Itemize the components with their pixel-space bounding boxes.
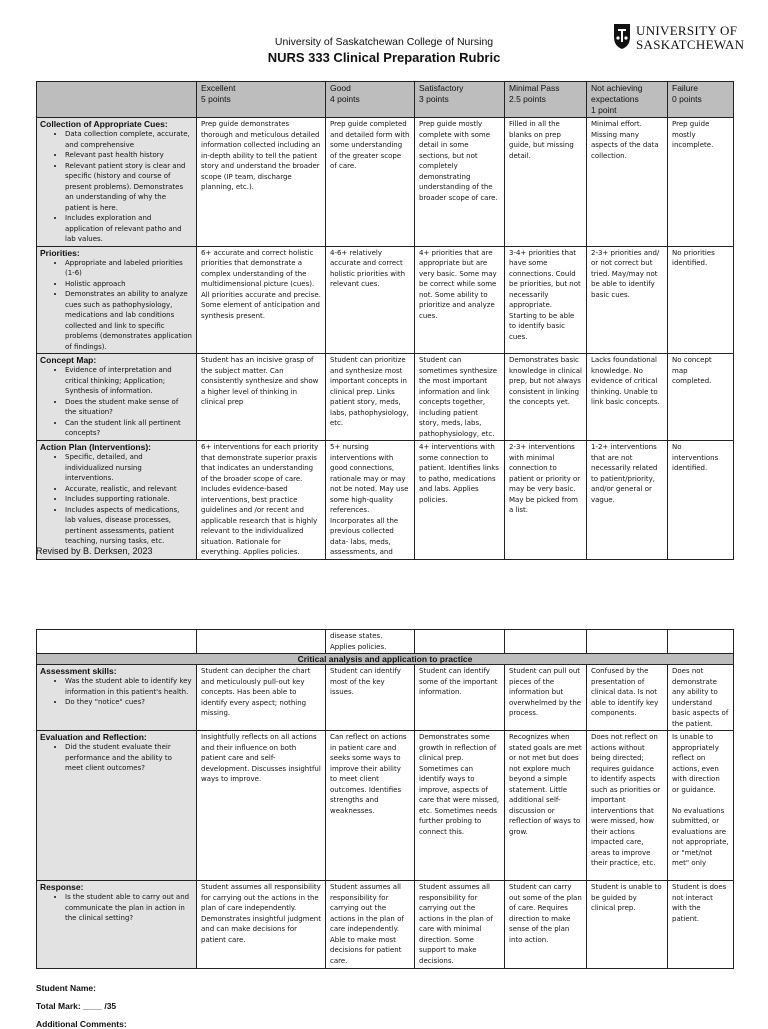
criterion-bullet: • Can the student link all pertinent concepts?	[65, 418, 192, 439]
criterion-bullet: • Holistic approach	[65, 279, 192, 290]
logo-line-2: SASKATCHEWAN	[636, 37, 745, 52]
logo-line-1: UNIVERSITY OF	[636, 23, 738, 38]
continued-cell	[197, 630, 326, 654]
continued-cell	[415, 630, 505, 654]
level-description-cell: Student assumes all responsibility for carrying out the actions in the plan of care independently. Demonstrates insightful judgment and can make decisions for patient care.	[197, 881, 326, 969]
continued-cell	[587, 630, 668, 654]
criterion-bullet: • Appropriate and labeled priorities (1-6)	[65, 258, 192, 279]
criterion-title: Priorities:	[40, 247, 80, 258]
criterion-bullet: • Specific, detailed, and individualized nursing interventions.	[65, 452, 192, 484]
section-header: Critical analysis and application to practice	[37, 654, 734, 665]
level-description-cell: 4+ priorities that are appropriate but are very basic. Some may be correct while some not. Some ability to prioritize and analyze cues.	[415, 246, 505, 354]
level-description-cell: Student can pull out pieces of the information but overwhelmed by the process.	[505, 665, 587, 731]
level-description-cell: Filled in all the blanks on prep guide, but missing detail.	[505, 118, 587, 247]
level-header-5: Not achieving expectations 1 point	[587, 82, 668, 118]
criterion-bullets	[40, 892, 192, 924]
rubric-row	[37, 246, 734, 354]
student-name-label: Student Name:	[36, 983, 96, 993]
university-logo	[612, 22, 745, 52]
level-description-cell: Student can identify some of the important information.	[415, 665, 505, 731]
level-header-2: Good 4 points	[326, 82, 415, 118]
level-description-cell: Lacks foundational knowledge. No evidence of critical thinking. Unable to link basic concepts.	[587, 354, 668, 441]
level-description-cell: No concept map completed.	[668, 354, 734, 441]
level-description-cell: No priorities identified.	[668, 246, 734, 354]
level-description-cell: Prep guide completed and detailed form with some understanding of the greater scope of care.	[326, 118, 415, 247]
rubric-table-page-2	[36, 629, 734, 969]
continued-cell	[37, 630, 197, 654]
criterion-cell	[37, 354, 197, 441]
level-description-cell: Student assumes all responsibility for carrying out the actions in the plan of care independently. Able to make most decisions for patient care.	[326, 881, 415, 969]
criteria-header	[37, 82, 197, 118]
rubric-row	[37, 354, 734, 441]
criterion-cell	[37, 731, 197, 881]
level-description-cell: Can reflect on actions in patient care and seeks some ways to improve their ability to meet client outcomes. Identifies strengths and weaknesses.	[326, 731, 415, 881]
level-description-cell: Recognizes when stated goals are met or not met but does not explore much beyond a simple statement. Little additional self-discussion or reflection of ways to grow.	[505, 731, 587, 881]
level-header-4: Minimal Pass 2.5 points	[505, 82, 587, 118]
university-crest-icon	[612, 22, 632, 50]
college-subtitle: University of Saskatchewan College of Nursing	[274, 36, 494, 48]
level-description-cell: Prep guide mostly incomplete.	[668, 118, 734, 247]
criterion-cell	[37, 665, 197, 731]
criterion-title: Concept Map:	[40, 355, 97, 365]
rubric-row	[37, 118, 734, 247]
level-description-cell: Insightfully reflects on all actions and their influence on both patient care and self-development. Discusses insightful ways to improve.	[197, 731, 326, 881]
level-description-cell: 4+ interventions with some connection to patient. Identifies links to patho, medications and labs. Applies policies.	[415, 441, 505, 560]
level-description-cell: Does not reflect on actions without being directed; requires guidance to identify aspects such as priorities or important interventions that were missed, how their actions impacted care, areas to improve their practice, etc.	[587, 731, 668, 881]
criterion-bullet: • Data collection complete, accurate, and comprehensive	[65, 129, 192, 150]
level-description-cell: Prep guide mostly complete with some detail in some sections, but not completely demonstrating understanding of the broader scope of care.	[415, 118, 505, 247]
level-description-cell: 3-4+ priorities that have some connections. Could be priorities, but not necessarily appropriate. Starting to be able to identify basic cues.	[505, 246, 587, 354]
continued-cell	[505, 630, 587, 654]
criterion-bullet: • Evidence of interpretation and critical thinking; Application; Synthesis of information.	[65, 365, 192, 397]
criterion-bullet: • Do they "notice" cues?	[65, 697, 192, 708]
level-description-cell: 2-3+ priorities and/ or not correct but tried. May/may not be able to identify basic cues.	[587, 246, 668, 354]
level-header-6: Failure 0 points	[668, 82, 734, 118]
criterion-bullet: • Was the student able to identify key information in this patient's health.	[65, 676, 192, 697]
rubric-row	[37, 441, 734, 560]
continued-cell: disease states. Applies policies.	[326, 630, 415, 654]
level-description-cell: Demonstrates some growth in reflection of clinical prep. Sometimes can identify ways to improve, aspects of care that were missed, etc. Sometimes needs further probing to connect this.	[415, 731, 505, 881]
level-description-cell: Student has an incisive grasp of the subject matter. Can consistently synthesize and show a higher level of thinking in clinical prep	[197, 354, 326, 441]
criterion-bullet: • Relevant patient story is clear and specific (history and course of present problems). Demonstrates an understanding of why the patient is here.	[65, 161, 192, 214]
criterion-bullets	[40, 742, 192, 774]
criterion-title: Action Plan (Interventions):	[40, 442, 151, 452]
criterion-title: Response:	[40, 882, 84, 892]
rubric-header-row	[37, 82, 734, 118]
criterion-bullets	[40, 676, 192, 708]
continued-row	[37, 630, 734, 654]
level-header-3: Satisfactory 3 points	[415, 82, 505, 118]
level-description-cell: 6+ accurate and correct holistic priorities that demonstrate a complex understanding of the multidimensional picture (cues). All priorities accurate and precise. Some element of anticipation and synthesis present.	[197, 246, 326, 354]
criterion-bullet: • Includes supporting rationale.	[65, 494, 192, 505]
revised-note: Revised by B. Derksen, 2023	[36, 546, 153, 556]
continued-cell	[668, 630, 734, 654]
level-description-cell: Student assumes all responsibility for carrying out the actions in the plan of care with minimal direction. Some support to make decisions.	[415, 881, 505, 969]
level-description-cell: Student can decipher the chart and meticulously pull-out key concepts. Has been able to identify every aspect; nothing missing.	[197, 665, 326, 731]
level-header-1: Excellent 5 points	[197, 82, 326, 118]
level-description-cell: 4-6+ relatively accurate and correct holistic priorities with relevant cues.	[326, 246, 415, 354]
criterion-title: Assessment skills:	[40, 666, 117, 676]
section-row	[37, 654, 734, 665]
criterion-cell	[37, 881, 197, 969]
additional-comments-label: Additional Comments:	[36, 1019, 127, 1029]
level-description-cell: Student can prioritize and synthesize most important concepts in clinical prep. Links patient story, meds, labs, pathophysiology, etc.	[326, 354, 415, 441]
rubric-table-page-1	[36, 81, 734, 560]
level-description-cell: Student can sometimes synthesize the most important information and link concepts together, including patient story, meds, labs, pathophysiology, etc.	[415, 354, 505, 441]
level-description-cell: 6+ interventions for each priority that demonstrate superior praxis that indicates an understanding of the broader scope of care. Includes evidence-based interventions, best practice guidelines and /or recent and applicable research that is highly relevant to the individualized situation. Rationale for everything. Applies policies.	[197, 441, 326, 560]
criterion-bullet: • Includes aspects of medications, lab values, disease processes, pertinent assessments, patient teaching, nursing tasks, etc.	[65, 505, 192, 547]
rubric-row	[37, 665, 734, 731]
criterion-title: Collection of Appropriate Cues:	[40, 119, 168, 129]
level-description-cell: Demonstrates basic knowledge in clinical prep, but not always consistent in linking the concepts yet.	[505, 354, 587, 441]
criterion-bullets	[40, 258, 192, 353]
rubric-row	[37, 731, 734, 881]
criterion-bullets	[40, 129, 192, 245]
criterion-bullet: • Did the student evaluate their performance and the ability to meet client outcomes?	[65, 742, 192, 774]
criterion-bullet: • Demonstrates an ability to analyze cues such as pathophysiology, medications and lab conditions collected and link to specific problems (demonstrates application of findings).	[65, 289, 192, 352]
criterion-bullet: • Does the student make sense of the situation?	[65, 397, 192, 418]
level-description-cell: 5+ nursing interventions with good connections, rationale may or may not be noted. May use some high-quality references. Incorporates all the previous collected data- labs, meds, assessments, and	[326, 441, 415, 560]
criterion-bullet: • Includes exploration and application of relevant patho and lab values.	[65, 213, 192, 245]
level-description-cell: Prep guide demonstrates thorough and meticulous detailed information collected including an in-depth ability to tell the patient story and understand the broader scope (IP team, discharge planning, etc.).	[197, 118, 326, 247]
level-description-cell: No interventions identified.	[668, 441, 734, 560]
criterion-bullet: • Is the student able to carry out and communicate the plan in action in the clinical setting?	[65, 892, 192, 924]
criterion-bullet: • Relevant past health history	[65, 150, 192, 161]
level-description-cell: 1-2+ interventions that are not necessarily related to patient/priority, and/or general or vague.	[587, 441, 668, 560]
level-description-cell: Student can carry out some of the plan of care. Requires direction to make sense of the plan into action.	[505, 881, 587, 969]
level-description-cell: 2-3+ interventions with minimal connection to patient or priority or may be very basic. May be picked from a list.	[505, 441, 587, 560]
level-description-cell: Confused by the presentation of clinical data. Is not able to identify key components.	[587, 665, 668, 731]
criterion-bullet: • Accurate, realistic, and relevant	[65, 484, 192, 495]
criterion-cell	[37, 246, 197, 354]
criterion-title: Evaluation and Reflection:	[40, 732, 147, 742]
level-description-cell: Student can identify most of the key issues.	[326, 665, 415, 731]
criterion-cell	[37, 118, 197, 247]
level-description-cell: Does not demonstrate any ability to understand basic aspects of the patient.	[668, 665, 734, 731]
criterion-bullets	[40, 452, 192, 547]
criterion-cell	[37, 441, 197, 560]
level-description-cell: Student is does not interact with the patient.	[668, 881, 734, 969]
total-mark-label: Total Mark: ____ /35	[36, 1001, 117, 1011]
rubric-row	[37, 881, 734, 969]
level-description-cell: Student is unable to be guided by clinical prep.	[587, 881, 668, 969]
rubric-title: NURS 333 Clinical Preparation Rubric	[267, 50, 501, 65]
criterion-bullets	[40, 365, 192, 439]
level-description-cell: Minimal effort. Missing many aspects of the data collection.	[587, 118, 668, 247]
level-description-cell: Is unable to appropriately reflect on actions, even with direction or guidance. No evaluations submitted, or evaluations are not appropriate, or "met/not met" only	[668, 731, 734, 881]
